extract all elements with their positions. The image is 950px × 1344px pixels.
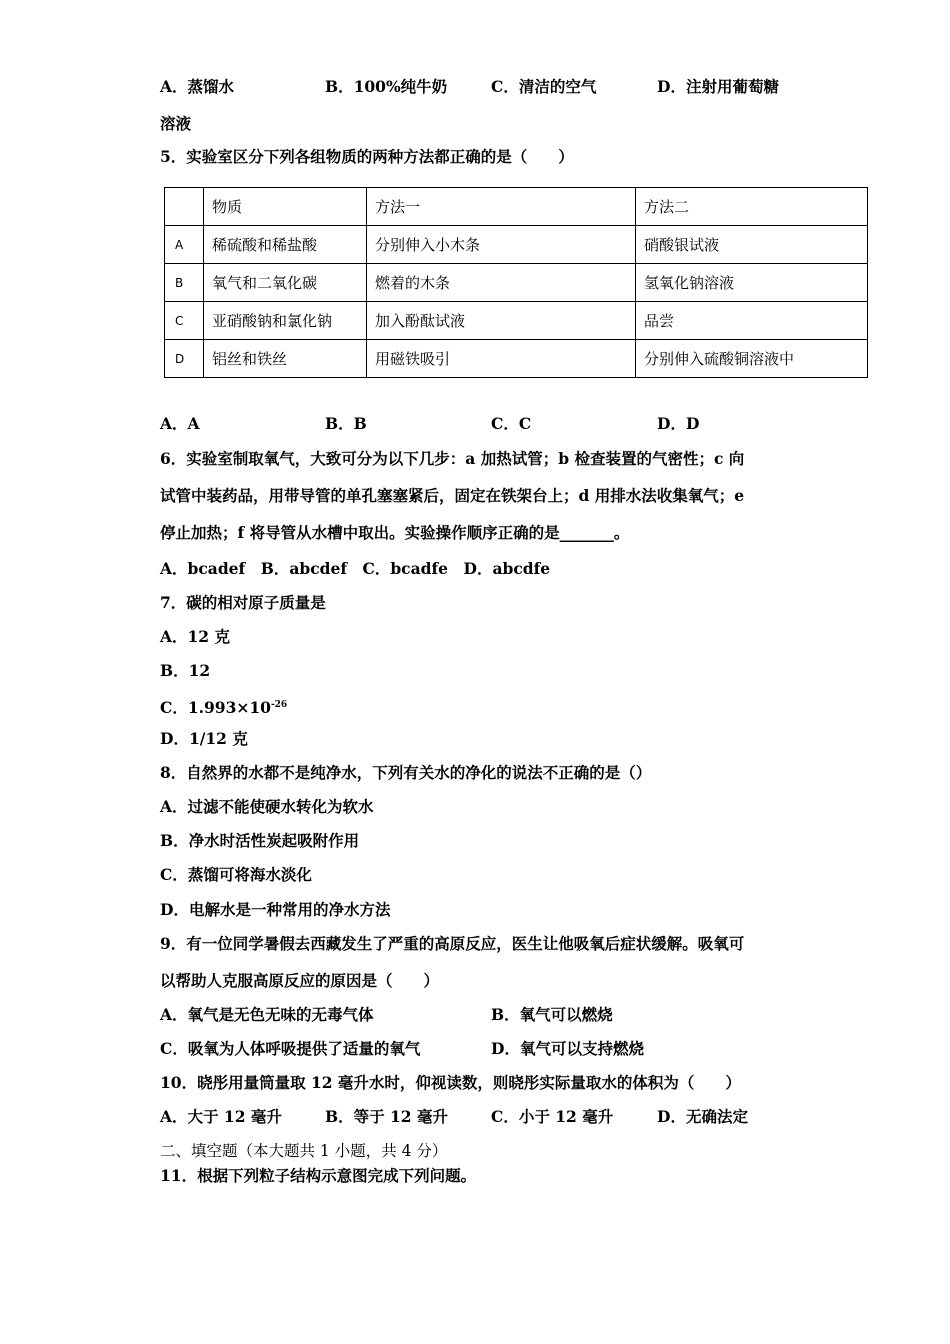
q10-option-b: B．等于 12 毫升 <box>325 1107 448 1126</box>
table-cell: 铝丝和铁丝 <box>204 340 367 378</box>
q4-option-d: D．注射用葡萄糖 <box>657 77 779 96</box>
q6-stem-line2: 试管中装药品，用带导管的单孔塞塞紧后，固定在铁架台上；d 用排水法收集氧气；e <box>160 486 745 505</box>
table-cell: 硝酸银试液 <box>636 226 868 264</box>
q8-option-b: B．净水时活性炭起吸附作用 <box>160 831 360 850</box>
q11-stem: 11．根据下列粒子结构示意图完成下列问题。 <box>160 1166 477 1185</box>
q5-stem: 5．实验室区分下列各组物质的两种方法都正确的是（ ） <box>160 147 574 166</box>
q9-option-c: C．吸氧为人体呼吸提供了适量的氧气 <box>160 1039 421 1058</box>
q7-stem: 7．碳的相对原子质量是 <box>160 593 326 612</box>
table-cell: 用磁铁吸引 <box>367 340 636 378</box>
q7-option-d: D．1/12 克 <box>160 729 248 748</box>
q6-options: A．bcadef B．abcdef C．bcadfe D．abcdfe <box>160 559 551 578</box>
table-cell: C <box>165 302 204 340</box>
q6-stem-line3: 停止加热；f 将导管从水槽中取出。实验操作顺序正确的是_______。 <box>160 523 630 542</box>
q8-option-d: D．电解水是一种常用的净水方法 <box>160 900 391 919</box>
q5-option-d: D．D <box>657 414 700 433</box>
q6-stem-line1: 6．实验室制取氧气，大致可分为以下几步：a 加热试管；b 检查装置的气密性；c 向 <box>160 449 745 468</box>
table-cell: 加入酚酞试液 <box>367 302 636 340</box>
q10-option-a: A．大于 12 毫升 <box>160 1107 282 1126</box>
q7-option-c-exponent: -26 <box>270 700 288 710</box>
table-row <box>165 226 868 264</box>
q7-option-a: A．12 克 <box>160 627 230 646</box>
q4-option-d-continued: 溶液 <box>160 114 192 133</box>
q7-option-b: B．12 <box>160 661 211 680</box>
table-cell: 燃着的木条 <box>367 264 636 302</box>
table-cell: 分别伸入小木条 <box>367 226 636 264</box>
q5-option-a: A．A <box>160 414 200 433</box>
q4-option-a: A．蒸馏水 <box>160 77 235 96</box>
section-heading: 二、填空题（本大题共 1 小题，共 4 分） <box>160 1142 448 1160</box>
table-cell: 分别伸入硫酸铜溶液中 <box>636 340 868 378</box>
q4-option-c: C．清洁的空气 <box>491 77 597 96</box>
q9-option-b: B．氧气可以燃烧 <box>491 1005 613 1024</box>
q8-stem: 8．自然界的水都不是纯净水，下列有关水的净化的说法不正确的是（） <box>160 763 652 782</box>
table-cell: D <box>165 340 204 378</box>
table-cell: 品尝 <box>636 302 868 340</box>
table-cell: 物质 <box>204 188 367 226</box>
q10-stem: 10．晓彤用量筒量取 12 毫升水时，仰视读数，则晓彤实际量取水的体积为（ ） <box>160 1073 741 1092</box>
table-cell: 亚硝酸钠和氯化钠 <box>204 302 367 340</box>
table-row <box>165 264 868 302</box>
q9-stem-line2: 以帮助人克服高原反应的原因是（ ） <box>160 971 440 990</box>
table-cell: 氢氧化钠溶液 <box>636 264 868 302</box>
table-cell: 氧气和二氧化碳 <box>204 264 367 302</box>
q5-option-c: C．C <box>491 414 532 433</box>
q9-stem-line1: 9．有一位同学暑假去西藏发生了严重的高原反应，医生让他吸氧后症状缓解。吸氧可 <box>160 934 745 953</box>
table-cell: 方法二 <box>636 188 868 226</box>
q4-option-b: B．100%纯牛奶 <box>325 77 448 96</box>
q5-option-b: B．B <box>325 414 367 433</box>
q7-option-c <box>160 695 287 718</box>
table-row <box>165 340 868 378</box>
table-cell: B <box>165 264 204 302</box>
table-header-row <box>165 188 868 226</box>
q5-table <box>164 187 868 378</box>
table-row <box>165 302 868 340</box>
q10-option-c: C．小于 12 毫升 <box>491 1107 614 1126</box>
table-cell: 稀硫酸和稀盐酸 <box>204 226 367 264</box>
q9-option-a: A．氧气是无色无味的无毒气体 <box>160 1005 374 1024</box>
table-cell <box>165 188 204 226</box>
q8-option-a: A．过滤不能使硬水转化为软水 <box>160 797 374 816</box>
q7-option-c-base: C．1.993×10 <box>160 698 271 718</box>
table-cell: 方法一 <box>367 188 636 226</box>
q9-option-d: D．氧气可以支持燃烧 <box>491 1039 644 1058</box>
q8-option-c: C．蒸馏可将海水淡化 <box>160 865 312 884</box>
q10-option-d: D．无确法定 <box>657 1107 748 1126</box>
table-cell: A <box>165 226 204 264</box>
